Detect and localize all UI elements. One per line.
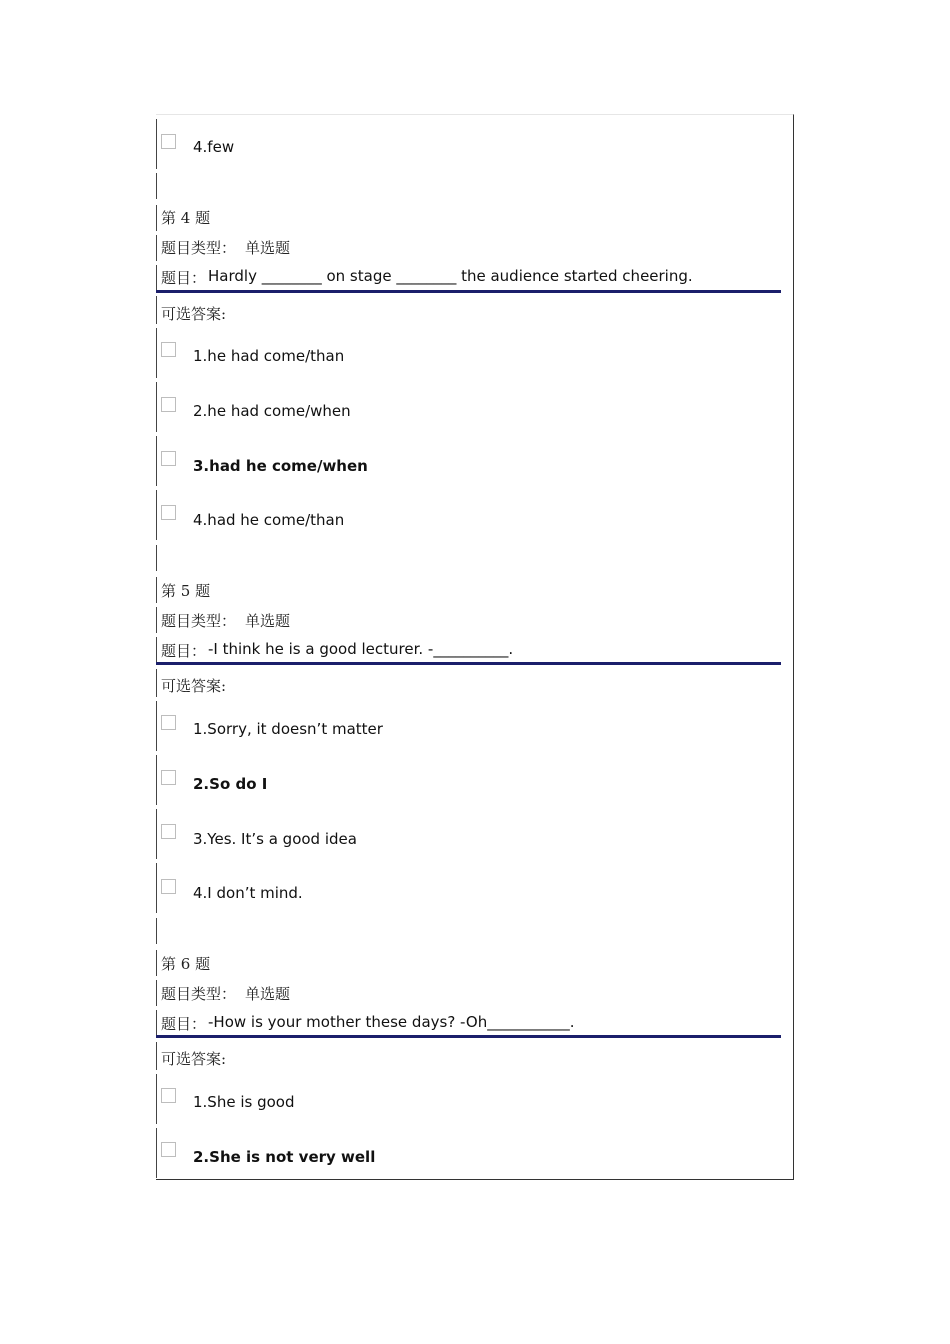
option-label: 1.Sorry, it doesn’t matter [193, 720, 383, 738]
row-border [156, 863, 157, 913]
row-border [156, 755, 157, 805]
option-label: 4.had he come/than [193, 511, 345, 529]
option-label: 4.few [193, 138, 235, 156]
row-border [156, 637, 157, 663]
row-border [156, 577, 157, 603]
option-label-correct: 2.So do I [193, 775, 268, 793]
option-label-correct: 2.She is not very well [193, 1148, 376, 1166]
row-border [156, 1010, 157, 1036]
option-label: 1.She is good [193, 1093, 295, 1111]
option-checkbox[interactable] [161, 342, 176, 357]
option-label: 1.he had come/than [193, 347, 345, 365]
question-stem-label: 题目： [161, 1015, 207, 1033]
question-type-label: 题目类型： [161, 985, 237, 1003]
question-divider [156, 662, 781, 665]
row-border [156, 296, 157, 324]
question-type-label: 题目类型： [161, 239, 237, 257]
question-stem: -How is your mother these days? -Oh___________. [208, 1013, 575, 1031]
row-border [156, 119, 157, 169]
question-type-value: 单选题 [245, 985, 291, 1003]
question-type-value: 单选题 [245, 239, 291, 257]
answers-label: 可选答案: [161, 305, 227, 323]
quiz-frame [156, 114, 794, 1180]
row-border [156, 809, 157, 859]
option-checkbox[interactable] [161, 1142, 176, 1157]
option-checkbox[interactable] [161, 770, 176, 785]
answers-label: 可选答案: [161, 677, 227, 695]
question-stem: -I think he is a good lecturer. -__________. [208, 640, 514, 658]
question-stem: Hardly ________ on stage ________ the audience started cheering. [208, 267, 693, 285]
question-number: 第 5 题 [161, 582, 211, 600]
option-label: 3.Yes. It’s a good idea [193, 830, 357, 848]
row-border [156, 382, 157, 432]
row-border [156, 545, 157, 571]
row-border [156, 669, 157, 697]
row-border [156, 173, 157, 199]
option-label: 2.he had come/when [193, 402, 351, 420]
question-type-value: 单选题 [245, 612, 291, 630]
option-label: 4.I don’t mind. [193, 884, 303, 902]
question-stem-label: 题目： [161, 642, 207, 660]
option-checkbox[interactable] [161, 134, 176, 149]
option-label-correct: 3.had he come/when [193, 457, 368, 475]
row-border [156, 701, 157, 751]
question-divider [156, 1035, 781, 1038]
row-border [156, 490, 157, 540]
question-type-label: 题目类型： [161, 612, 237, 630]
row-border [156, 265, 157, 291]
option-checkbox[interactable] [161, 824, 176, 839]
option-checkbox[interactable] [161, 505, 176, 520]
question-divider [156, 290, 781, 293]
row-border [156, 235, 157, 261]
row-border [156, 980, 157, 1006]
row-border [156, 328, 157, 378]
question-stem-label: 题目： [161, 269, 207, 287]
row-border [156, 607, 157, 633]
row-border [156, 1042, 157, 1070]
answers-label: 可选答案: [161, 1050, 227, 1068]
question-number: 第 6 题 [161, 955, 211, 973]
option-checkbox[interactable] [161, 879, 176, 894]
row-border [156, 436, 157, 486]
option-checkbox[interactable] [161, 397, 176, 412]
row-border [156, 950, 157, 976]
row-border [156, 1128, 157, 1178]
row-border [156, 1074, 157, 1124]
option-checkbox[interactable] [161, 451, 176, 466]
option-checkbox[interactable] [161, 715, 176, 730]
question-number: 第 4 题 [161, 209, 211, 227]
row-border [156, 918, 157, 944]
row-border [156, 205, 157, 231]
option-checkbox[interactable] [161, 1088, 176, 1103]
